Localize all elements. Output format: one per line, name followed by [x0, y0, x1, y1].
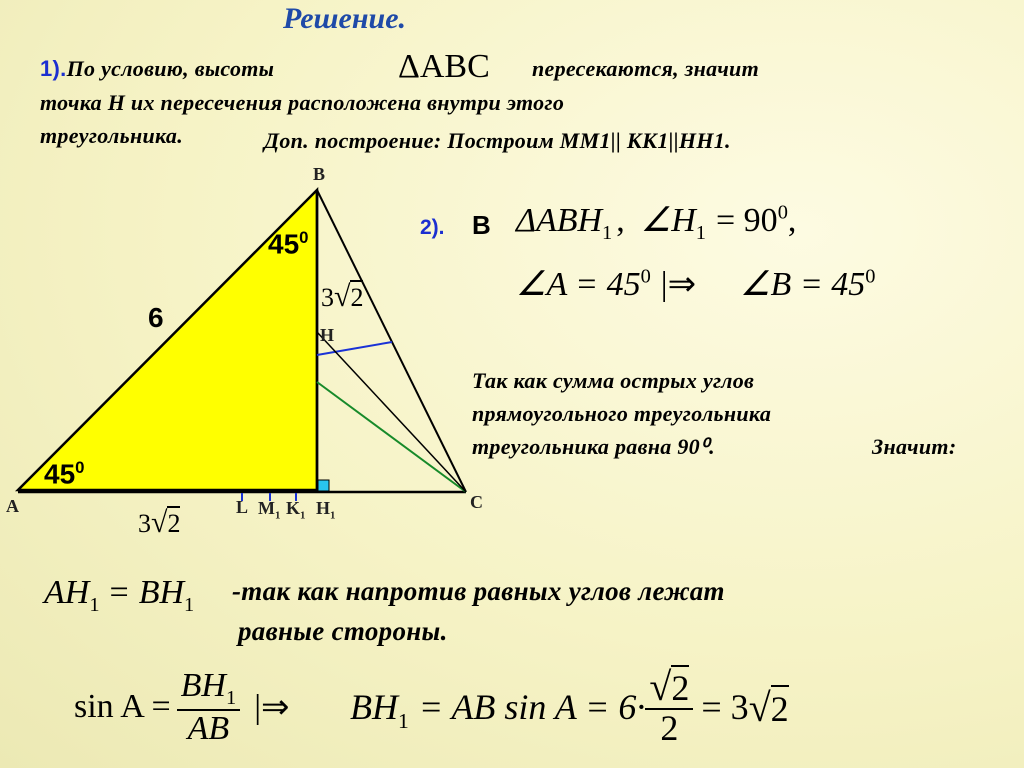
- figure-geometry: [18, 190, 466, 501]
- step1-line1: [40, 56, 274, 82]
- label-a: A: [6, 496, 19, 516]
- label-h: H: [320, 325, 335, 345]
- label-m1: $M_1$: [258, 498, 281, 522]
- bh1-formula: BH $_1$ = AB sin A = 6· $\frac{√2}{2}$ = 3 √ 2: [350, 664, 789, 749]
- label-h1: $H_1$: [316, 498, 336, 522]
- reason-line2: прямоугольного треугольника: [472, 401, 772, 426]
- label-l: L: [236, 497, 249, 517]
- side-ab-length: 6: [148, 302, 164, 333]
- right-angle-mark: [318, 480, 329, 491]
- step2-in: В: [472, 210, 491, 240]
- step1-triangle: ΔABC: [398, 48, 490, 85]
- reason-then: Значит:: [872, 434, 957, 459]
- bh-length: 3√2: [321, 280, 364, 313]
- step1-line2: точка Н их пересечения расположена внутри этого: [40, 90, 565, 115]
- step2-line2: ∠A = $45^0$ |⇒ ∠B = $45^0$: [516, 265, 876, 303]
- reason-line3: треугольника равна 90⁰.: [472, 434, 715, 459]
- ah-length: 3√2: [138, 506, 181, 539]
- sin-fraction: $\frac{BH_1}{AB}$: [177, 668, 241, 747]
- segment-hc: [317, 332, 466, 492]
- angle-a-label: $45^0$: [44, 458, 85, 490]
- step1-text-before: По условию, высоты: [66, 56, 275, 81]
- step1-construction: Доп. построение: Построим ММ1|| КК1||НН1.: [264, 128, 731, 153]
- equality-text2: равные стороны.: [238, 616, 448, 646]
- equality-ah1-bh1: $AH_1 = BH_1$: [44, 574, 195, 616]
- reason-line1: Так как сумма острых углов: [472, 368, 755, 393]
- step1-text-after: пересекаются, значит: [532, 56, 759, 81]
- step2-number: 2).: [420, 216, 445, 239]
- sqrt2-over-2: $\frac{√2}{2}$: [645, 666, 693, 748]
- step1-number: 1).: [40, 56, 67, 81]
- label-c: C: [470, 492, 483, 512]
- label-k1: $K_1$: [286, 498, 306, 522]
- sin-formula: sin A = $\frac{BH_1}{AB}$ |⇒: [74, 666, 290, 747]
- page-title: Решение.: [283, 2, 407, 35]
- segment-green: [317, 382, 466, 492]
- step1-line3: треугольника.: [40, 123, 184, 148]
- step2-line1: $\Delta ABH_1$ , $\angle H_1 = 90^0$,: [516, 201, 797, 244]
- equality-text1: -так как напротив равных углов лежат: [232, 576, 725, 606]
- label-b: B: [313, 164, 326, 184]
- angle-b-label: $45^0$: [268, 228, 309, 260]
